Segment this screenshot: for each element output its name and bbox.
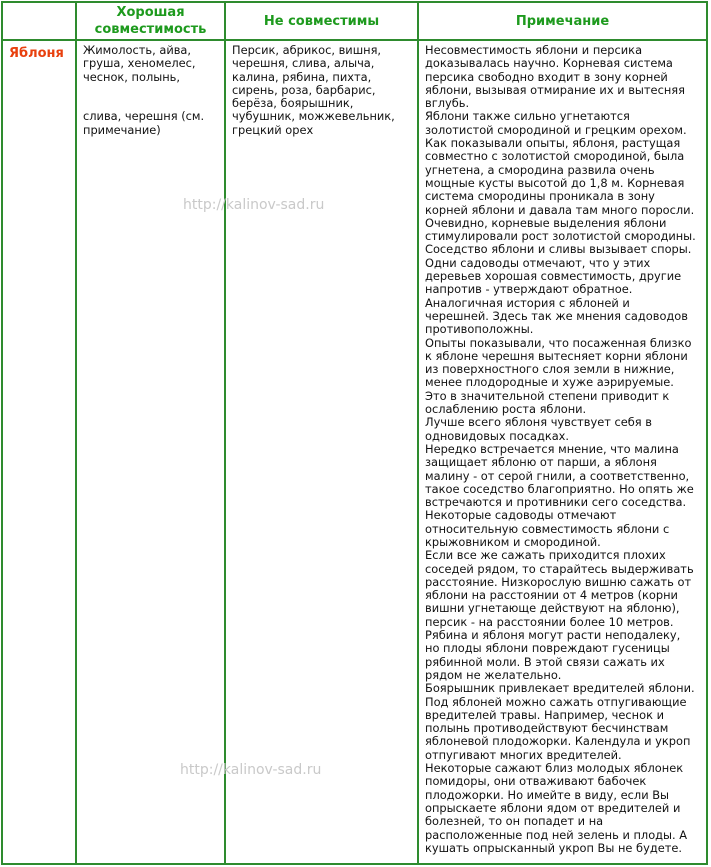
header-bad-label: Не совместимы: [263, 13, 380, 29]
incompatible-cell: Персик, абрикос, вишня, черешня, слива, алыча, калина, рябина, пихта, сирень, роза, барбарис, берёза, боярышник, чубушник, можжевельник, грецкий орех: [232, 43, 395, 137]
column-divider: [224, 1, 226, 865]
good-compat-cell: Жимолость, айва, груша, хеномелес, чеснок, полынь, слива, черешня (см. примечание): [83, 43, 205, 137]
header-divider: [1, 39, 708, 41]
watermark-top: http://kalinov-sad.ru: [183, 197, 325, 213]
watermark-bottom: http://kalinov-sad.ru: [180, 762, 322, 778]
header-note-label: Примечание: [515, 13, 610, 29]
row-label-apple: Яблоня: [9, 46, 64, 61]
column-divider: [75, 1, 77, 865]
header-incompatible: [226, 3, 417, 39]
header-note: [419, 3, 706, 39]
header-good-compat: [77, 3, 224, 39]
note-cell: Несовместимость яблони и персика доказывалась научно. Корневая система персика свободно входит в зону корней яблони, вызывая отмирание их и вытесняя вглубь. Яблони также сильно угнетаются золотистой смородиной и грецким орехом. Как показывали опыты, яблоня, растущая совместно с золотистой смородиной, была угнетена, а смородина развила очень мощные кусты высотой до 1,8 м. Корневая система смородины проникала в зону корней яблони и давала там много поросли. Очевидно, корневые выделения яблони стимулировали рост золотистой смородины. Соседство яблони и сливы вызывает споры. Одни садоводы отмечают, что у этих деревьев хорошая совместимость, другие напротив - утверждают обратное. Аналогичная история с яблоней и черешней. Здесь так же мнения садоводов противоположны. Опыты показывали, что посаженная близко к яблоне черешня вытесняет корни яблони из поверхностного слоя земли в нижние, менее плодородные и хуже аэрируемые. Это в значительной степени приводит к ослаблению роста яблони. Лучше всего яблоня чувствует себя в одновидовых посадках. Нередко встречается мнение, что малина защищает яблоню от парши, а яблоня малину - от серой гнили, а соответственно, такое соседство благоприятно. Но опять же встречаются и противники сего соседства. Некоторые садоводы отмечают относительную совместимость яблони с крыжовником и смородиной. Если все же сажать приходится плохих соседей рядом, то старайтесь выдерживать расстояние. Низкорослую вишню сажать от яблони на расстоянии от 4 метров (корни вишни угнетающе действуют на яблоню), персик - на расстоянии более 10 метров. Рябина и яблоня могут расти неподалеку, но плоды яблони повреждают гусеницы рябинной моли. В этой связи сажать их рядом не желательно. Боярышник привлекает вредителей яблони. Под яблоней можно сажать отпугивающие вредителей травы. Например, чеснок и полынь противодействуют бесчинствам яблоневой плодожорки. Календула и укроп отпугивают многих вредителей. Некоторые сажают близ молодых яблонек помидоры, они отваживают бабочек плодожорки. Но имейте в виду, если Вы опрыскаете яблони ядом от вредителей и болезней, то он попадет и на расположенные под ней зелень и плоды. А кушать опрысканный укроп Вы не будете.: [425, 43, 696, 855]
header-good-label: Хорошая совместимость: [94, 5, 207, 37]
column-divider: [417, 1, 419, 865]
